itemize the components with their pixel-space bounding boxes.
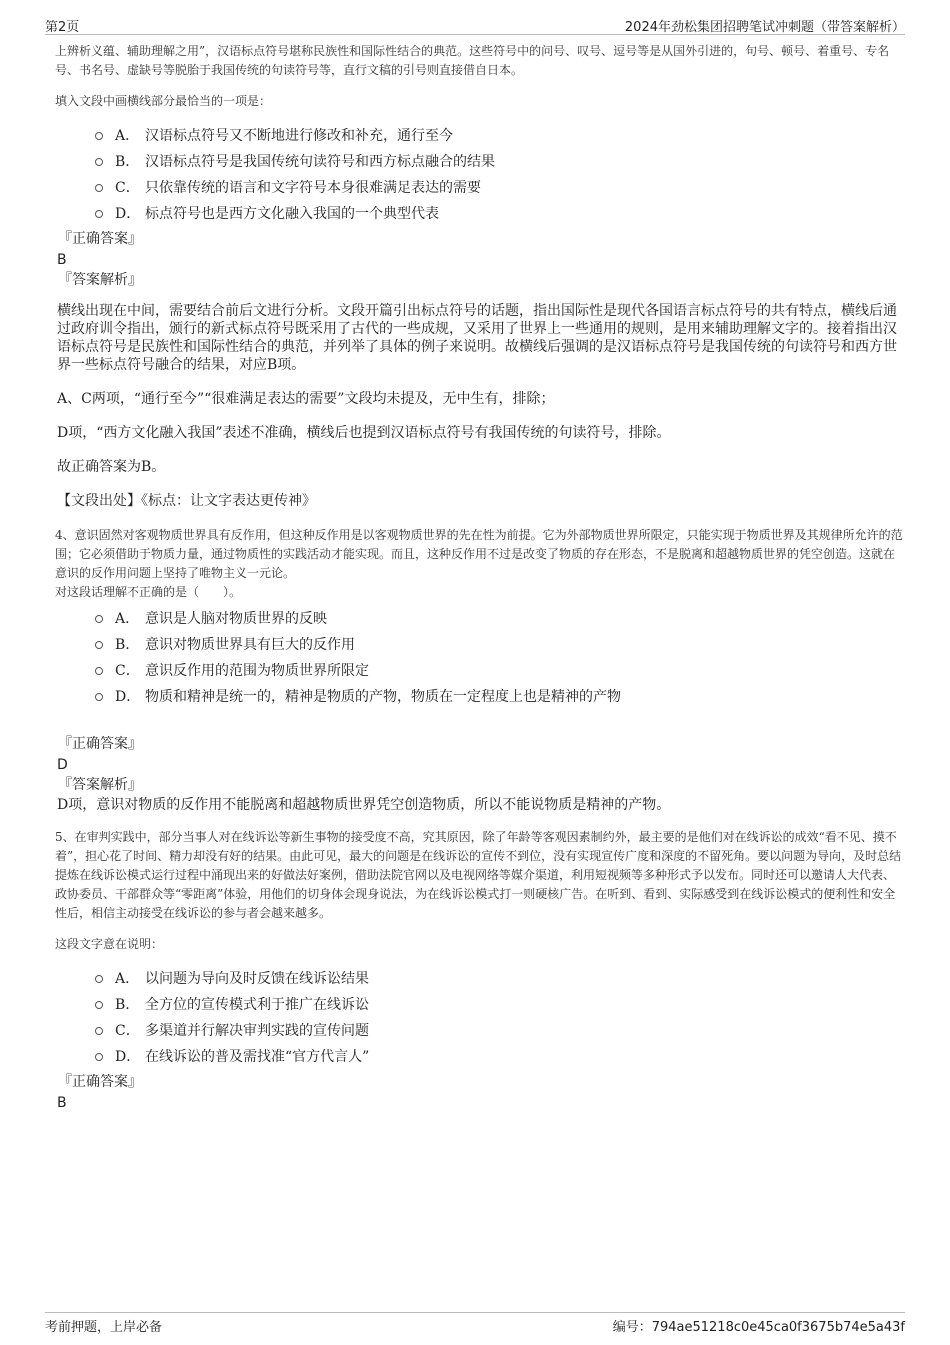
q4-option-c[interactable]: C． 意识反作用的范围为物质世界所限定 (95, 658, 903, 684)
q5-stem: 5、在审判实践中，部分当事人对在线诉讼等新生事物的接受度不高，究其原因，除了年龄等客观因素制约外，最主要的是他们对在线诉讼的成效“看不见、摸不着”，担心花了时间、精力却没有好的结果。由此可见，最大的问题是在线诉讼的宣传不到位，没有实现宣传广度和深度的不留死角。要以问题为导向，及时总结提炼在线诉讼模式运行过程中涌现出来的好做法好案例，借助法院官网以及电视网络等媒介渠道，利用短视频等多种形式予以发布。同时还可以邀请人大代表、政协委员、干部群众等“零距离”体验，用他们的切身体会现身说法，为在线诉讼模式打一则硬核广告。在听到、看到、实际感受到在线诉讼模式的便利性和安全性后，相信主动接受在线诉讼的参与者会越来越多。 (55, 830, 902, 920)
page-header (45, 12, 905, 35)
page-footer (45, 1312, 905, 1339)
radio-button[interactable] (95, 1001, 103, 1009)
radio-button[interactable] (95, 1053, 103, 1061)
radio-button[interactable] (95, 132, 103, 140)
q3-option-c[interactable]: C． 只依靠传统的语言和文字符号本身很难满足表达的需要 (95, 175, 903, 201)
q3-prompt: 填入文段中画横线部分最恰当的一项是： (55, 94, 272, 108)
radio-button[interactable] (95, 158, 103, 166)
radio-button[interactable] (95, 210, 103, 218)
q4-option-a[interactable]: A． 意识是人脑对物质世界的反映 (95, 606, 903, 632)
q3-option-a[interactable]: A． 汉语标点符号又不断地进行修改和补充，通行至今 (95, 123, 903, 149)
q5-option-c[interactable]: C． 多渠道并行解决审判实践的宣传问题 (95, 1018, 903, 1044)
q3-options (95, 123, 903, 227)
q4-analysis-label: 『答案解析』 (58, 777, 142, 793)
q3-passage: 上辨析义蕴、辅助理解之用”，汉语标点符号堪称民族性和国际性结合的典范。这些符号中的问号、叹号、逗号等是从国外引进的，句号、顿号、着重号、专名号、书名号、虚缺号等脱胎于我国传统的句读符号等，直行文稿的引号则直接借自日本。 (55, 44, 890, 77)
code-label: 编号： (612, 1320, 652, 1335)
q4-stem: 4、意识固然对客观物质世界具有反作用，但这种反作用是以客观物质世界的先在性为前提。它为外部物质世界所限定，只能实现于物质世界及其规律所允许的范围；它必须借助于物质力量，通过物质性的实践活动才能实现。而且，这种反作用不过是改变了物质的存在形态，不是脱离和超越物质世界的凭空创造。这就在意识的反作用问题上坚持了唯物主义一元论。 (55, 528, 903, 580)
q5-option-b[interactable]: B． 全方位的宣传模式利于推广在线诉讼 (95, 992, 903, 1018)
q5-options (95, 966, 903, 1070)
q5-option-d[interactable]: D． 在线诉讼的普及需找准“官方代言人” (95, 1044, 903, 1070)
q3-analysis-para-2: A、C两项，“通行至今”“很难满足表达的需要”文段均未提及，无中生有，排除； (57, 391, 555, 407)
q4-options (95, 606, 903, 710)
q4-option-b[interactable]: B． 意识对物质世界具有巨大的反作用 (95, 632, 903, 658)
q5-prompt: 这段文字意在说明： (55, 937, 164, 951)
q3-answer: B (57, 252, 67, 268)
q3-answer-label: 『正确答案』 (58, 231, 142, 247)
q4-analysis: D项，意识对物质的反作用不能脱离和超越物质世界凭空创造物质，所以不能说物质是精神的产物。 (57, 797, 671, 813)
q3-analysis-para-3: D项，“西方文化融入我国”表述不准确，横线后也提到汉语标点符号有我国传统的句读符号，排除。 (57, 425, 671, 441)
q4-option-d[interactable]: D． 物质和精神是统一的，精神是物质的产物，物质在一定程度上也是精神的产物 (95, 684, 903, 710)
q3-analysis-para-1: 横线出现在中间，需要结合前后文进行分析。文段开篇引出标点符号的话题，指出国际性是现代各国语言标点符号的共有特点，横线后通过政府训令指出，颁行的新式标点符号既采用了古代的一些成规，又采用了世界上一些通用的规则，是用来辅助理解文字的。接着指出汉语标点符号是民族性和国际性结合的典范，并列举了具体的例子来说明。故横线后强调的是汉语标点符号是我国传统的句读符号和西方世界一些标点符号融合的结果，对应B项。 (57, 303, 897, 373)
radio-button[interactable] (95, 641, 103, 649)
q5-answer-label: 『正确答案』 (58, 1074, 142, 1090)
radio-button[interactable] (95, 615, 103, 623)
radio-button[interactable] (95, 184, 103, 192)
q5-option-a[interactable]: A． 以问题为导向及时反馈在线诉讼结果 (95, 966, 903, 992)
document-title: 2024年劲松集团招聘笔试冲刺题（带答案解析） (624, 20, 905, 35)
radio-button[interactable] (95, 667, 103, 675)
q4-prompt: 对这段话理解不正确的是（ ）。 (55, 585, 242, 599)
code-value: 794ae51218c0e45ca0f3675b74e5a43f (651, 1320, 905, 1335)
q4-answer-label: 『正确答案』 (58, 736, 142, 752)
q5-answer: B (57, 1095, 67, 1111)
q4-answer: D (57, 757, 68, 773)
q3-option-d[interactable]: D． 标点符号也是西方文化融入我国的一个典型代表 (95, 201, 903, 227)
q3-source: 【文段出处】《标点：让文字表达更传神》 (57, 493, 316, 509)
q3-analysis-para-4: 故正确答案为B。 (57, 459, 166, 475)
page-content (55, 42, 903, 1113)
footer-slogan: 考前押题，上岸必备 (45, 1320, 163, 1335)
page-number: 第2页 (45, 20, 80, 35)
radio-button[interactable] (95, 975, 103, 983)
document-code (613, 1316, 905, 1335)
radio-button[interactable] (95, 1027, 103, 1035)
q3-option-b[interactable]: B． 汉语标点符号是我国传统句读符号和西方标点融合的结果 (95, 149, 903, 175)
radio-button[interactable] (95, 693, 103, 701)
q3-analysis-label: 『答案解析』 (58, 272, 142, 288)
